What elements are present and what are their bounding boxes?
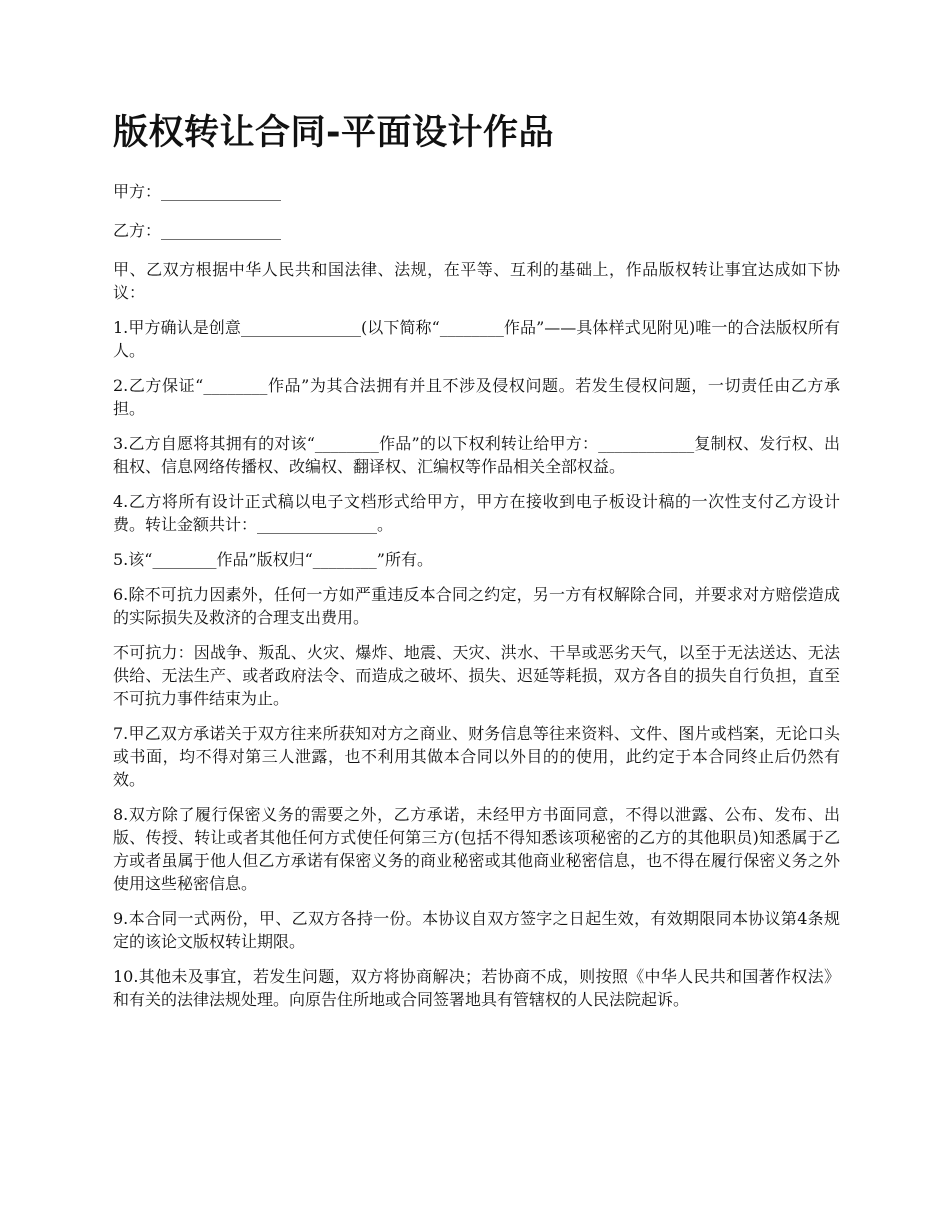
clause-1: 1.甲方确认是创意_______________(以下简称“________作品”——具体样式见附见)唯一的合法版权所有人。 xyxy=(113,318,840,360)
clause-7: 7.甲乙双方承诺关于双方往来所获知对方之商业、财务信息等往来资料、文件、图片或档案，无论口头或书面，均不得对第三人泄露，也不利用其做本合同以外目的的使用，此约定于本合同终止后仍然有效。 xyxy=(113,724,840,789)
document-title: 版权转让合同-平面设计作品 xyxy=(113,113,555,153)
clause-5: 5.该“________作品”版权归“________”所有。 xyxy=(113,550,433,569)
clause-9: 9.本合同一式两份，甲、乙双方各持一份。本协议自双方签字之日起生效，有效期限同本协议第4条规定的该论文版权转让期限。 xyxy=(113,909,840,951)
contract-page xyxy=(113,108,840,1023)
clause-10: 10.其他未及事宜，若发生问题，双方将协商解决；若协商不成，则按照《中华人民共和国著作权法》和有关的法律法规处理。向原告住所地或合同签署地具有管辖权的人民法院起诉。 xyxy=(113,967,840,1009)
party-a-line: 甲方：_______________ xyxy=(113,182,282,201)
clause-3: 3.乙方自愿将其拥有的对该“________作品”的以下权利转让给甲方：____________复制权、发行权、出租权、信息网络传播权、改编权、翻译权、汇编权等作品相关全部权益。 xyxy=(113,434,840,476)
force-majeure-paragraph: 不可抗力：因战争、叛乱、火灾、爆炸、地震、天灾、洪水、干旱或恶劣天气，以至于无法送达、无法供给、无法生产、或者政府法令、而造成之破坏、损失、迟延等耗损，双方各自的损失自行负担，直至不可抗力事件结束为止。 xyxy=(113,643,840,708)
clause-6: 6.除不可抗力因素外，任何一方如严重违反本合同之约定，另一方有权解除合同，并要求对方赔偿造成的实际损失及救济的合理支出费用。 xyxy=(113,585,840,627)
clause-8: 8.双方除了履行保密义务的需要之外，乙方承诺，未经甲方书面同意，不得以泄露、公布、发布、出版、传授、转让或者其他任何方式使任何第三方(包括不得知悉该项秘密的乙方的其他职员)知悉属于乙方或者虽属于他人但乙方承诺有保密义务的商业秘密或其他商业秘密信息，也不得在履行保密义务之外使用这些秘密信息。 xyxy=(113,805,840,893)
clause-2: 2.乙方保证“________作品”为其合法拥有并且不涉及侵权问题。若发生侵权问题，一切责任由乙方承担。 xyxy=(113,376,840,418)
clause-4: 4.乙方将所有设计正式稿以电子文档形式给甲方，甲方在接收到电子板设计稿的一次性支付乙方设计费。转让金额共计：_______________。 xyxy=(113,492,840,534)
party-b-line: 乙方：_______________ xyxy=(113,221,282,240)
preamble-paragraph: 甲、乙双方根据中华人民共和国法律、法规，在平等、互利的基础上，作品版权转让事宜达成如下协议： xyxy=(113,260,840,302)
